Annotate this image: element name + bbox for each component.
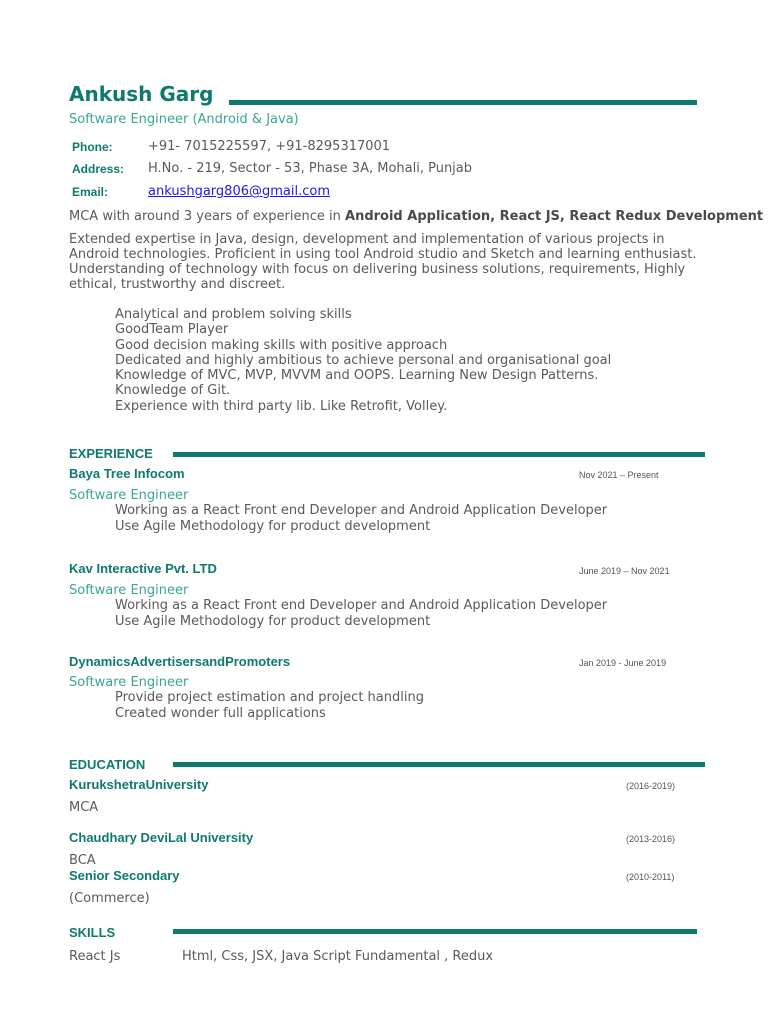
- job-description-line: Provide project estimation and project handling: [115, 690, 424, 705]
- summary-intro: [69, 209, 763, 224]
- skills-rule: [173, 929, 697, 934]
- key-skill-item: GoodTeam Player: [115, 322, 229, 338]
- email-link[interactable]: ankushgarg806@gmail.com: [148, 184, 330, 199]
- education-dates: (2013-2016): [626, 834, 676, 844]
- phone-label: Phone:: [72, 140, 113, 154]
- job-dates: June 2019 – Nov 2021: [579, 566, 670, 576]
- key-skill-item: Knowledge of MVC, MVP, MVVM and OOPS. Learning New Design Patterns.: [115, 368, 599, 384]
- school-name: KurukshetraUniversity: [69, 777, 209, 792]
- job-description: [115, 503, 607, 535]
- job-dates: Jan 2019 - June 2019: [579, 658, 667, 668]
- company-name: Baya Tree Infocom: [69, 466, 185, 481]
- key-skill-item: Analytical and problem solving skills: [115, 307, 352, 322]
- summary-line: Understanding of technology with focus on delivering business solutions, requirements, Highly: [69, 262, 686, 277]
- header-rule: [229, 100, 697, 105]
- summary-intro-text: MCA with around 3 years of experience in: [69, 209, 346, 224]
- skills-value: Html, Css, JSX, Java Script Fundamental , Redux: [182, 949, 494, 964]
- job-description: [115, 690, 424, 722]
- school-name: Senior Secondary: [69, 868, 180, 883]
- education-dates: (2016-2019): [626, 781, 676, 791]
- experience-heading: EXPERIENCE: [69, 446, 153, 461]
- summary-paragraph: [69, 232, 696, 292]
- key-skill-item: Experience with third party lib. Like Retrofit, Volley.: [115, 398, 448, 414]
- job-description-line: Use Agile Methodology for product development: [115, 614, 431, 629]
- job-description: [115, 598, 607, 630]
- candidate-name: Ankush Garg: [69, 82, 214, 106]
- job-description-line: Created wonder full applications: [115, 706, 326, 721]
- key-skills-list: [115, 307, 611, 414]
- skills-heading: SKILLS: [69, 925, 116, 940]
- email-label: Email:: [72, 185, 109, 199]
- job-description-line: Use Agile Methodology for product development: [115, 519, 431, 534]
- job-role: Software Engineer: [69, 675, 189, 690]
- skills-label: React Js: [69, 949, 121, 964]
- key-skill-item: Good decision making skills with positive approach: [115, 337, 448, 353]
- job-title: Software Engineer (Android & Java): [69, 112, 299, 127]
- summary-line: ethical, trustworthy and discreet.: [69, 277, 286, 292]
- degree-name: BCA: [69, 853, 96, 868]
- company-name: Kav Interactive Pvt. LTD: [69, 561, 217, 576]
- summary-line: Android technologies. Proficient in using tool Android studio and Sketch and learning enthusiast.: [69, 247, 697, 262]
- school-name: Chaudhary DeviLal University: [69, 830, 254, 845]
- summary-line: Extended expertise in Java, design, development and implementation of various projects in: [69, 232, 665, 247]
- job-description-line: Working as a React Front end Developer and Android Application Developer: [115, 503, 608, 518]
- job-description-line: Working as a React Front end Developer and Android Application Developer: [115, 598, 608, 613]
- job-role: Software Engineer: [69, 583, 189, 598]
- phone-value: +91- 7015225597, +91-8295317001: [148, 139, 391, 154]
- key-skill-item: Dedicated and highly ambitious to achieve personal and organisational goal: [115, 352, 612, 368]
- job-role: Software Engineer: [69, 488, 189, 503]
- degree-name: (Commerce): [69, 891, 150, 906]
- job-dates: Nov 2021 – Present: [579, 470, 659, 480]
- education-rule: [173, 762, 705, 767]
- summary-intro-highlight: Android Application, React JS, React Redux Development: [345, 209, 764, 224]
- address-value: H.No. - 219, Sector - 53, Phase 3A, Mohali, Punjab: [148, 161, 473, 176]
- education-dates: (2010-2011): [626, 872, 675, 882]
- education-heading: EDUCATION: [69, 757, 146, 772]
- key-skill-item: Knowledge of Git.: [115, 383, 231, 399]
- address-label: Address:: [72, 162, 125, 176]
- experience-rule: [173, 452, 705, 457]
- degree-name: MCA: [69, 800, 99, 815]
- company-name: DynamicsAdvertisersandPromoters: [69, 654, 291, 669]
